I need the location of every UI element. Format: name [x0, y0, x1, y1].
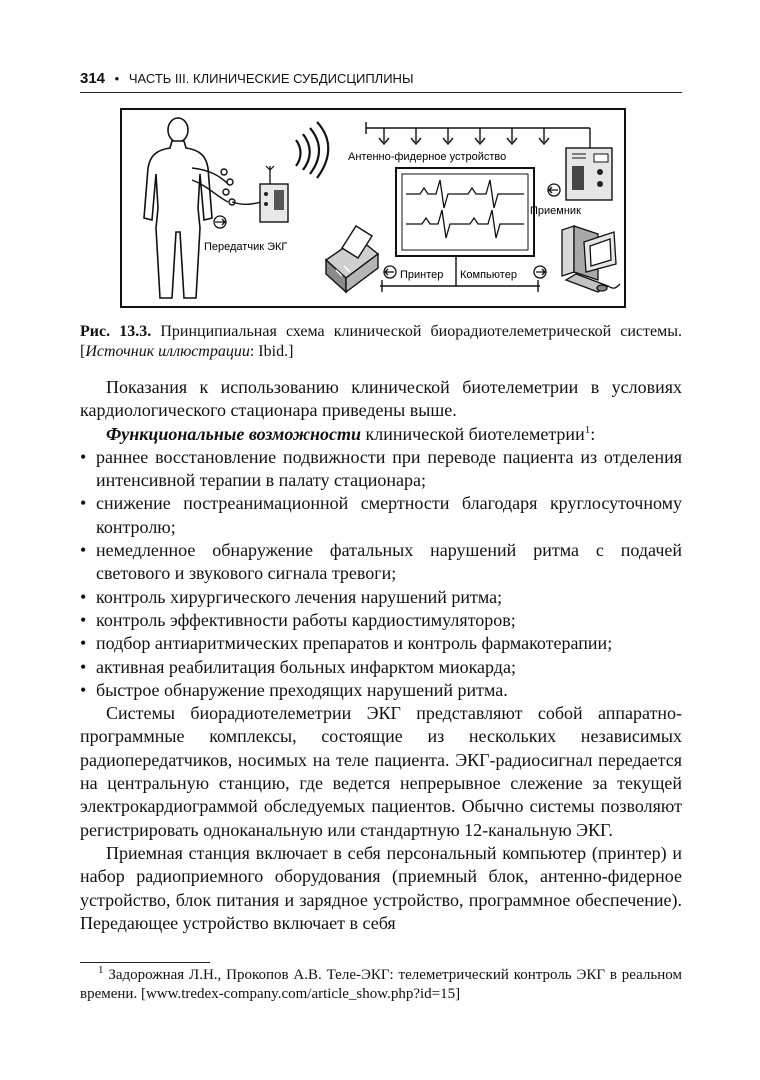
bullet-icon: •: [80, 633, 87, 654]
capabilities-lead: Функциональные возможности: [106, 423, 362, 444]
footnote-text: Задорожная Л.Н., Прокопов А.В. Теле-ЭКГ: телеметрический контроль ЭКГ в реальном времени. [www.tredex-company.com/article_show.php?id=15]: [80, 967, 682, 1002]
radio-waves-icon: [296, 122, 328, 178]
label-computer: Компьютер: [460, 269, 517, 281]
computer-signal-icon: [534, 266, 546, 278]
caption-label: Рис. 13.3.: [80, 323, 152, 340]
bullet-icon: •: [80, 540, 87, 561]
list-item: • снижение постреанимационной смертности благодаря круглосуточному контролю;: [80, 493, 682, 537]
footnote-mark: 1: [98, 964, 104, 976]
antenna-feeder-system: [366, 122, 590, 148]
running-header: [80, 70, 680, 92]
receiver-signal-icon: [548, 184, 560, 196]
figure-caption: [80, 322, 682, 362]
patient-silhouette: [144, 118, 212, 298]
caption-source-text: : Ibid.]: [249, 343, 294, 360]
footnote-rule: [80, 962, 210, 963]
list-item: • немедленное обнаружение фатальных нарушений ритма с подачей светового и звукового сигнала тревоги;: [80, 540, 682, 584]
header-rule: [80, 92, 682, 93]
label-printer: Принтер: [400, 269, 444, 281]
caption-source-label: Источник иллюстрации: [85, 343, 250, 360]
header-bullet: •: [114, 71, 120, 86]
footnote: [80, 966, 682, 1004]
footnote-ref: 1: [584, 423, 591, 436]
label-antenna: Антенно-фидерное устройство: [348, 151, 507, 163]
printer-signal-icon: [384, 266, 396, 278]
list-item: • контроль эффективности работы кардиостимуляторов;: [80, 609, 682, 632]
paragraph-receiver-station: Приемная станция включает в себя персональный компьютер (принтер) и набор радиоприемного оборудования (приемный блок, антенно-фидерное устройство, блок питания и зарядное устройство, программное обеспечение). Передающее устройство включает в себя: [80, 842, 682, 933]
label-receiver: Приемник: [530, 205, 581, 217]
printer-device: [326, 226, 378, 292]
intro-paragraph: Показания к использованию клинической биотелеметрии в условиях кардиологического стационара приведены выше.: [80, 377, 682, 421]
bullet-icon: •: [80, 586, 87, 607]
bullet-icon: •: [80, 609, 87, 630]
label-transmitter: Передатчик ЭКГ: [204, 241, 288, 253]
computer-workstation: [562, 226, 620, 292]
bullet-icon: •: [80, 679, 87, 700]
capabilities-heading: [80, 423, 682, 446]
bullet-icon: •: [80, 656, 87, 677]
capabilities-tail: :: [590, 423, 596, 444]
body-text: [80, 376, 682, 935]
caption-text: Принципиальная схема клинической биорадиотелеметрической системы. [: [80, 323, 682, 360]
bullet-icon: •: [80, 446, 87, 467]
receiver-device: [566, 148, 612, 200]
ecg-transmitter-device: [260, 166, 288, 222]
telemetry-diagram: [120, 108, 626, 308]
list-item: • подбор антиаритмических препаратов и контроль фармакотерапии;: [80, 632, 682, 655]
capabilities-list: [80, 446, 682, 702]
bullet-icon: •: [80, 493, 87, 514]
paragraph-systems: Системы биорадиотелеметрии ЭКГ представляют собой аппаратно-программные комплексы, состоящие из нескольких независимых радиопередатчиков, носимых на теле пациента. ЭКГ-радиосигнал передается на центральную станцию, где ведется непрерывное слежение за текущей электрокардиограммой обследуемых пациентов. Обычно системы позволяют регистрировать одноканальную или стандартную 12-канальную ЭКГ.: [80, 703, 682, 840]
list-item: • раннее восстановление подвижности при переводе пациента из отделения интенсивной терапии в палату стационара;: [80, 446, 682, 491]
page-number: 314: [80, 70, 106, 87]
list-item: • быстрое обнаружение преходящих нарушений ритма.: [80, 679, 682, 702]
section-title: ЧАСТЬ III. КЛИНИЧЕСКИЕ СУБДИСЦИПЛИНЫ: [128, 71, 414, 86]
transmitter-signal-icon: [214, 216, 226, 228]
capabilities-rest: клинической биотелеметрии: [361, 423, 585, 444]
list-item: • контроль хирургического лечения нарушений ритма;: [80, 586, 682, 609]
list-item: • активная реабилитация больных инфарктом миокарда;: [80, 656, 682, 679]
ecg-monitor-display: [396, 168, 534, 256]
